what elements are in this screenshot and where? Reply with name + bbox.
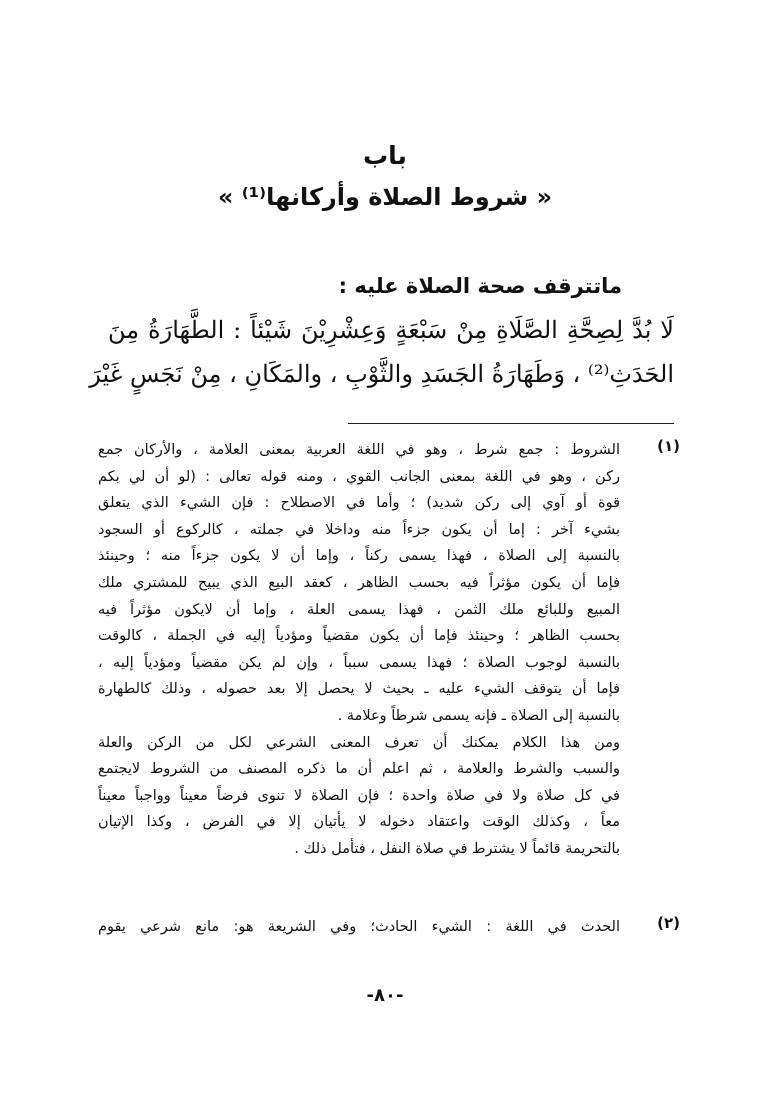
footnote-2 — [98, 914, 678, 941]
footnote-line: ومن هذا الكلام يمكنك أن تعرف المعنى الشرعي لكل من الركن والعلة — [98, 734, 620, 751]
main-text-line: الحَدَثِ⁽²⁾ ، وَطَهَارَةُ الجَسَدِ والثَّوْبِ ، والمَكَانِ ، مِنْ نَجَسٍ غَيْرَ — [89, 360, 674, 388]
footnote-line: معاً ، وكذلك الوقت واعتقاد دخوله لا يأتيان إلا في الفرض ، وكذا الإتيان — [98, 814, 620, 831]
page-number: -٨٠- — [366, 985, 404, 1006]
chapter-title: « شروط الصلاة وأركانها⁽¹⁾ » — [217, 183, 553, 211]
footnote-line: بحسب الظاهر ؛ وحينئذ فإما أن يكون مقضياً ومؤدياً إليه في الجملة ، كالوقت — [98, 628, 620, 645]
footnote-1 — [98, 437, 678, 863]
footnote-line: والسبب والشرط والعلامة ، ثم اعلم أن ما ذكره المصنف من الشروط لايجتمع — [98, 761, 620, 778]
footnote-body — [98, 437, 620, 863]
footnote-line: في كل صلاة ولا في صلاة واحدة ؛ فإن الصلاة لا تنوى فرضاً معيناً وواجباً معيناً — [98, 787, 620, 804]
footnote-line: فإما أن يكون مؤثراً فيه بحسب الظاهر ، كعقد البيع الذي يبيح للمشتري ملك — [98, 574, 620, 591]
section-heading: ماتترقف صحة الصلاة عليه : — [338, 274, 622, 298]
footnote-number: (١) — [657, 437, 680, 455]
footnote-body — [98, 914, 620, 941]
footnote-divider — [348, 423, 674, 424]
footnote-line: بالنسبة إلى الصلاة ـ فإنه يسمى شرطاً وعلامة . — [337, 707, 620, 724]
footnote-line: قوة أو آوي إلى ركن شديد) ؛ وأما في الاصطلاح : فإن الشيء الذي يتعلق — [98, 495, 620, 512]
footnote-line: الشروط : جمع شرط ، وهو في اللغة العربية بمعنى العلامة ، والأركان جمع — [98, 442, 620, 458]
footnote-line: بالنسبة لوجوب الصلاة ؛ فهذا يسمى سبباً ، وإن لم يكن مقضياً ومؤدياً إليه ، — [98, 654, 620, 671]
main-text — [89, 308, 674, 396]
footnote-line: بالتحريمة قائماً لا يشترط في صلاة النفل ، فتأمل ذلك . — [294, 840, 620, 857]
footnote-line: بشيء آخر : إما أن يكون جزءاً منه وداخلا في جملته ، كالركوع أو السجود — [98, 521, 620, 538]
main-text-line: لَا بُدَّ لِصِحَّةِ الصَّلَاةِ مِنْ سَبْعَةٍ وَعِشْرِيْنَ شَيْئاً : الطَّهَارَةُ مِنَ — [108, 316, 674, 344]
footnote-line: المبيع وللبائع ملك الثمن ، فهذا يسمى العلة ، وإما أن لايكون مؤثراً فيه — [98, 601, 620, 618]
footnote-line: فإما أن يتوقف الشيء عليه ـ بحيث لا يحصل إلا بعد حصوله ، وذلك كالطهارة — [98, 681, 620, 698]
footnote-line: ركن ، وهو في اللغة بمعنى الجانب القوي ، ومنه قوله تعالى : (لو أن لي بكم — [98, 468, 620, 485]
footnote-line: الحدث في اللغة : الشيء الحادث؛ وفي الشريعة هو: مانع شرعي يقوم — [98, 919, 620, 935]
footnote-line: بالنسبة إلى الصلاة ، فهذا يسمى ركناً ، وإما أن لا يكون جزءاً منه ؛ وحينئذ — [98, 548, 620, 565]
footnote-number: (٢) — [657, 914, 680, 932]
chapter-heading: باب — [363, 141, 407, 170]
